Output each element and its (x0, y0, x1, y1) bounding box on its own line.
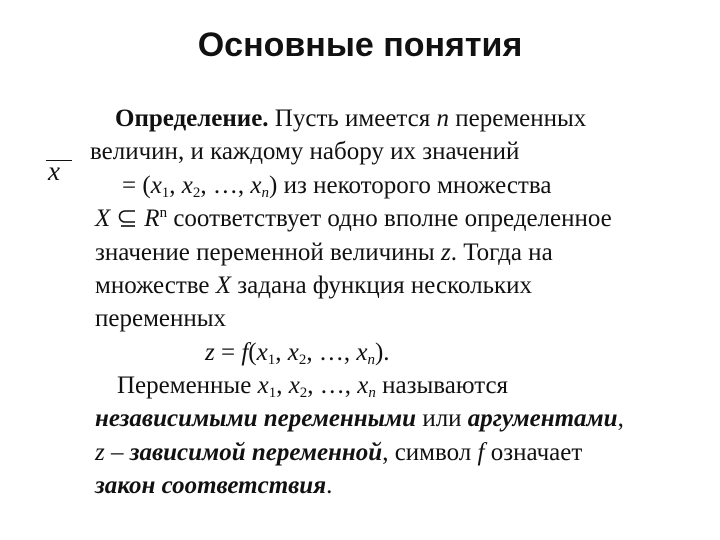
definition-line-6: множестве X задана функция нескольких (95, 272, 533, 299)
definition-line-4: X $R^n$ соответствует одно вполне определенное (95, 205, 612, 232)
definition-label: Определение. (115, 105, 269, 132)
vector-x-symbol: x (48, 156, 60, 186)
function-formula: $z = f(x_1$, $x_2$, …, $x_n$). (205, 339, 390, 368)
definition-line-1: Определение. Пусть имеется n переменных (115, 105, 587, 132)
term-dependent-variable: зависимой переменной (129, 439, 383, 466)
definition-line-2: величин, и каждому набору их значений (90, 138, 520, 165)
definition-line-7: переменных (95, 305, 227, 332)
subseteq-symbol (116, 208, 138, 228)
page-title: Основные понятия (197, 26, 523, 64)
term-arguments: аргументами (467, 405, 618, 432)
term-independent-variables: независимыми переменными (95, 405, 417, 432)
paragraph2-line-1: Переменные $x_1$, $x_2$, …, $x_n$ называются (117, 372, 509, 401)
definition-line-3: = ($x_1$, $x_2$, …, $x_n$) из некоторого множества (122, 172, 552, 201)
paragraph2-line-2: независимыми переменными или аргументами, (95, 405, 624, 432)
paragraph2-line-3: z – зависимой переменной, символ f означает (95, 439, 583, 466)
definition-line-5: значение переменной величины z. Тогда на (95, 239, 553, 266)
paragraph2-line-4: закон соответствия. (95, 472, 333, 499)
term-correspondence-law: закон соответствия (95, 472, 327, 499)
